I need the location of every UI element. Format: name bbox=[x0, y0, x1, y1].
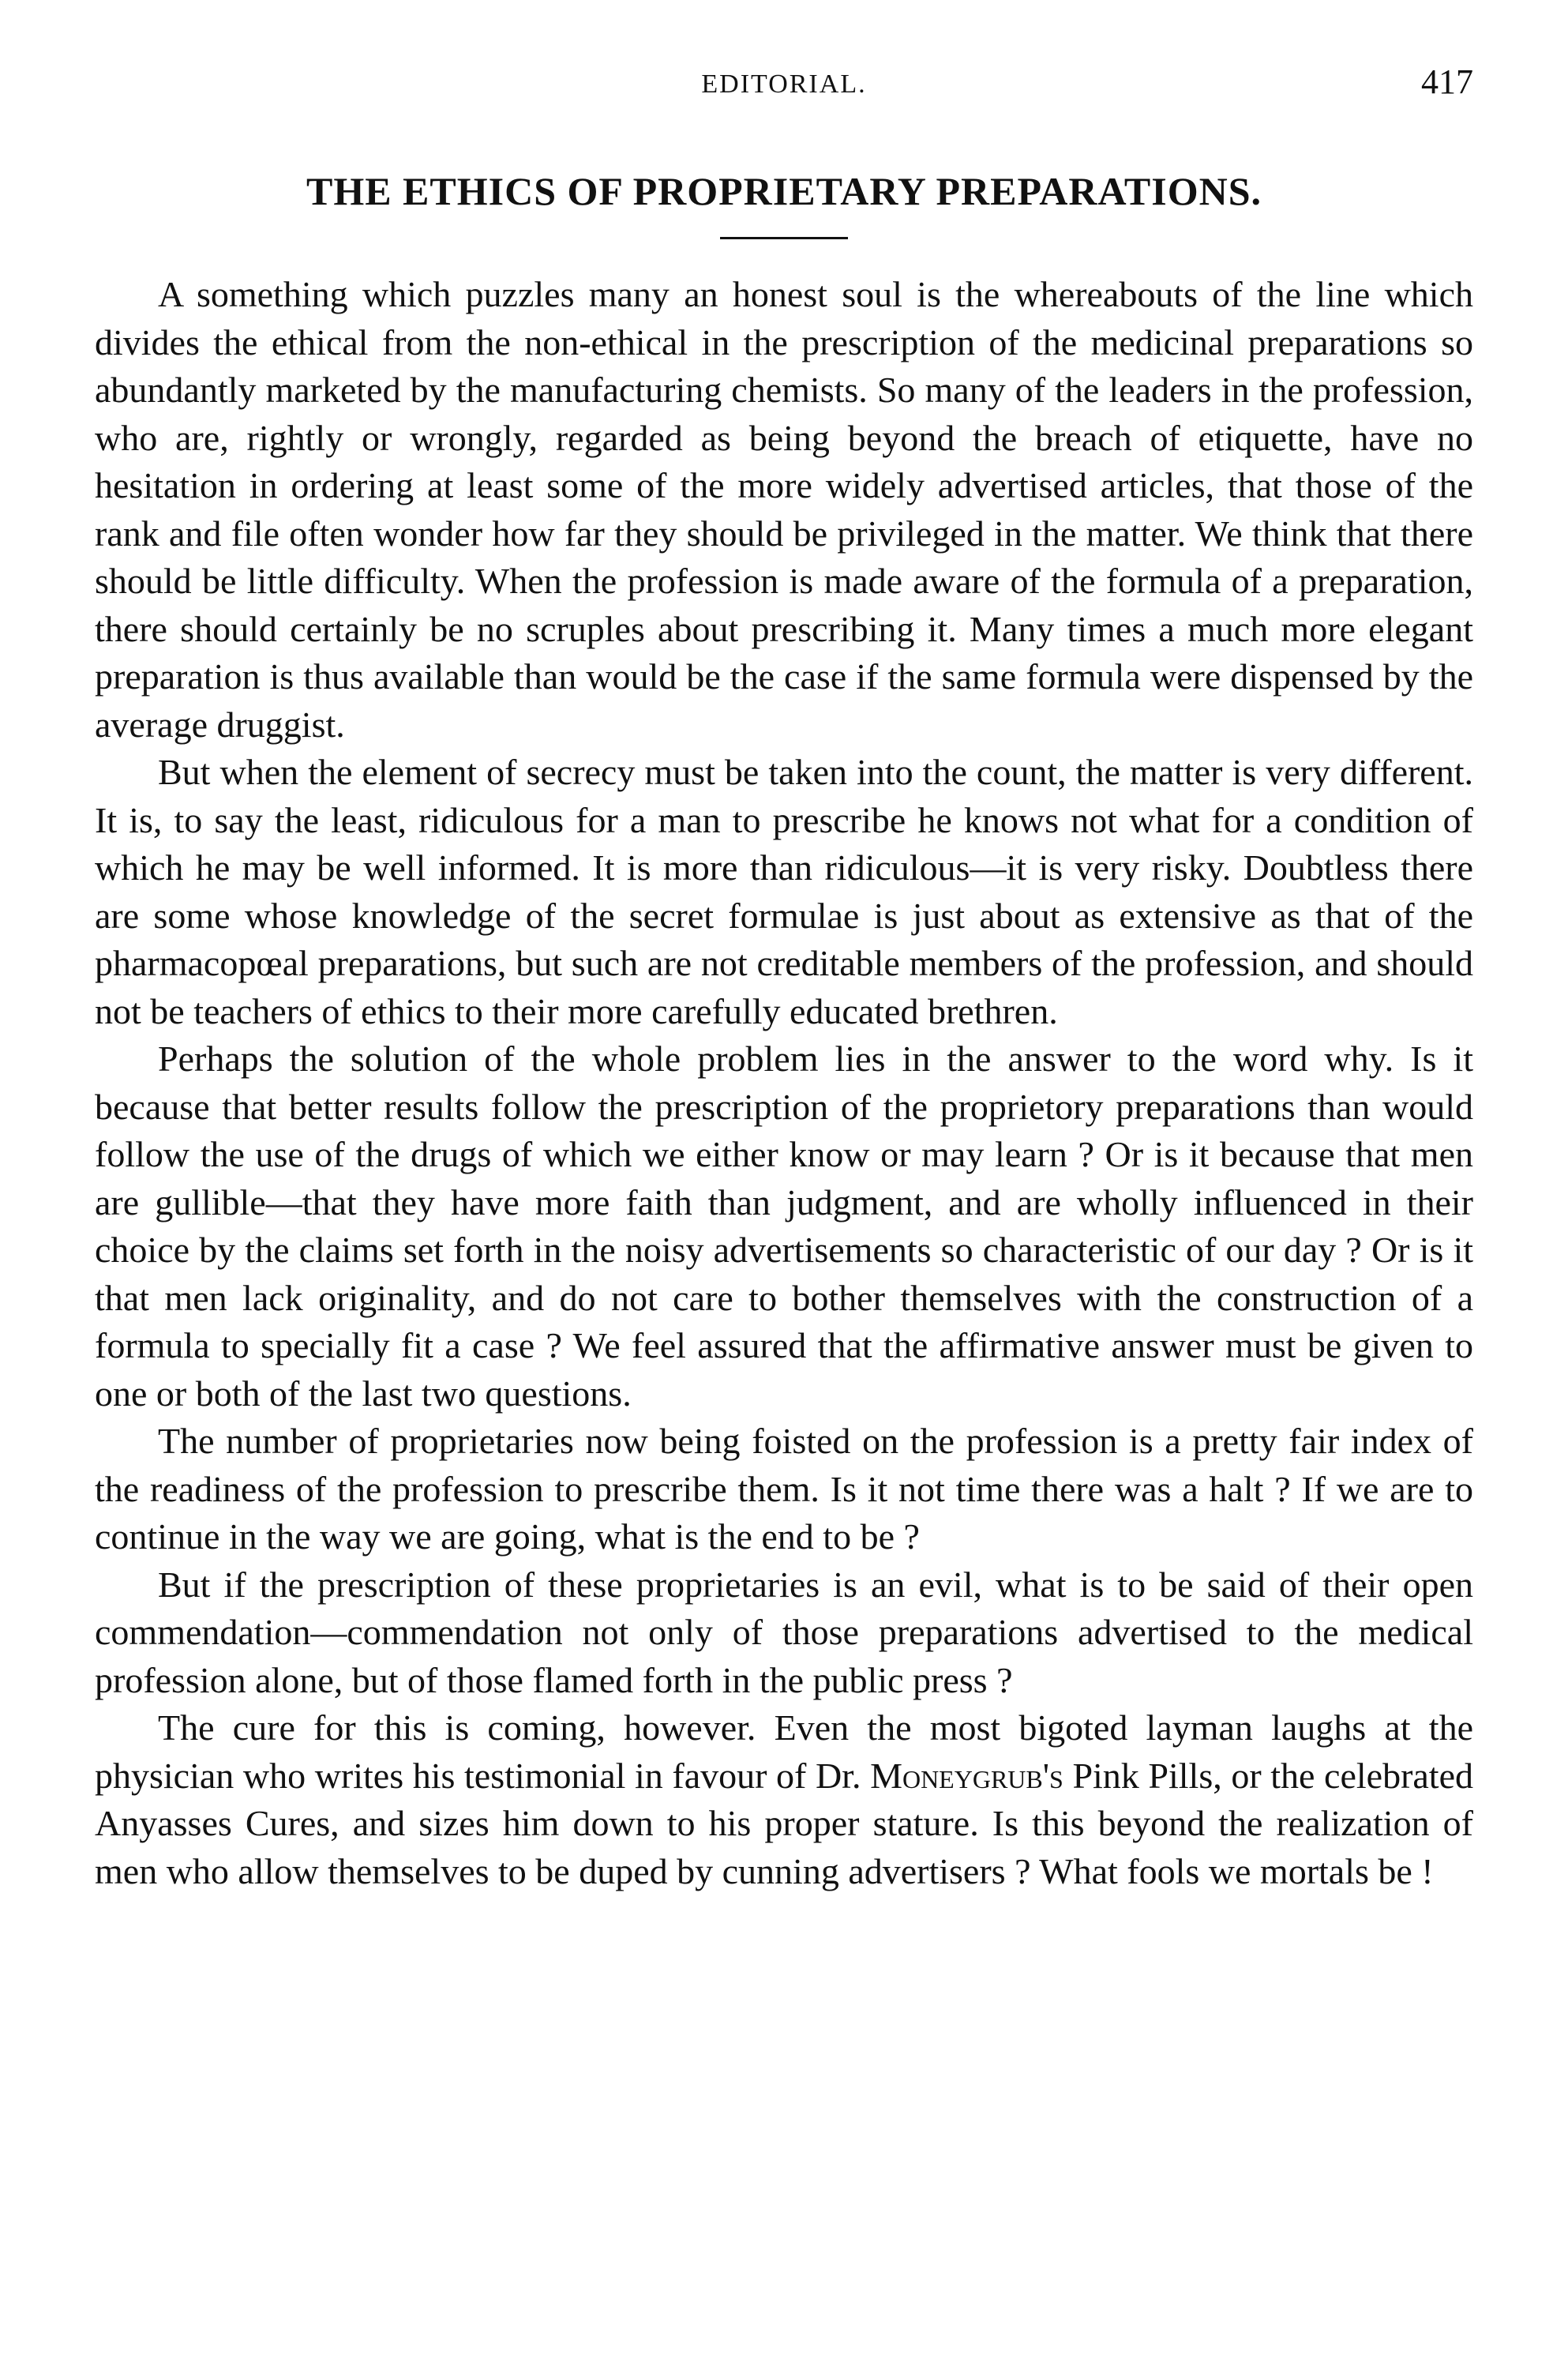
paragraph-5: But if the prescription of these proprietaries is an evil, what is to be said of their open commendation—commendation not only of those preparations advertised to the medical profession alone, but of those flamed forth in the public press ? bbox=[95, 1564, 1473, 1700]
paragraph-3: Perhaps the solution of the whole problem lies in the answer to the word why. Is it because that better results follow the prescription of the proprietory preparations than would follow the use of the drugs of which we either know or may learn ? Or is it because that men are gullible—that they have more faith than judgment, and are wholly influenced in their choice by the claims set forth in the noisy advertisements so characteristic of our day ? Or is it that men lack originality, and do not care to bother themselves with the construction of a formula to specially fit a case ? We feel assured that the affirmative answer must be given to one or both of the last two questions. bbox=[95, 1038, 1473, 1414]
document-page bbox=[95, 55, 1473, 1895]
article-title: THE ETHICS OF PROPRIETARY PREPARATIONS. bbox=[306, 169, 1262, 213]
running-title: EDITORIAL. bbox=[701, 69, 867, 99]
paragraph-1: A something which puzzles many an honest soul is the whereabouts of the line which divides the ethical from the non-ethical in the prescription of the medicinal preparations so abundantly marketed by the manufacturing chemists. So many of the leaders in the profession, who are, rightly or wrongly, regarded as being beyond the breach of etiquette, have no hesitation in ordering at least some of the more widely advertised articles, that those of the rank and file often wonder how far they should be privileged in the matter. We think that there should be little difficulty. When the profession is made aware of the formula of a preparation, there should certainly be no scruples about prescribing it. Many times a much more elegant preparation is thus available than would be the case if the same formula were dispensed by the average druggist. bbox=[95, 274, 1473, 745]
paragraph-4: The number of proprietaries now being foisted on the profession is a pretty fair index of the readiness of the profession to prescribe them. Is it not time there was a halt ? If we are to continue in the way we are going, what is the end to be ? bbox=[95, 1421, 1473, 1557]
running-head bbox=[95, 55, 1473, 118]
title-divider bbox=[720, 237, 848, 239]
article-body bbox=[95, 271, 1473, 1895]
paragraph-6-text-before: The cure for this is coming, however. Even the most bigoted layman laughs at the physician who writes his testimonial in favour of Dr. bbox=[95, 1707, 1473, 1796]
paragraph-6-text-after: Pink Pills, or the celebrated Anyasses Cures, and sizes him down to his proper stature. Is this beyond the realization of men who allow themselves to be duped by cunning advertisers ? What fools we mortals be ! bbox=[95, 1755, 1473, 1891]
paragraph-6-name: Moneygrub's bbox=[870, 1755, 1063, 1796]
page-number: 417 bbox=[1421, 62, 1473, 101]
paragraph-2: But when the element of secrecy must be taken into the count, the matter is very different. It is, to say the least, ridiculous for a man to prescribe he knows not what for a condition of which he may be well informed. It is more than ridiculous—it is very risky. Doubtless there are some whose knowledge of the secret formulae is just about as extensive as that of the pharmacopœal preparations, but such are not creditable members of the profession, and should not be teachers of ethics to their more carefully educated brethren. bbox=[95, 752, 1473, 1031]
paragraph-6 bbox=[95, 1704, 1473, 1895]
